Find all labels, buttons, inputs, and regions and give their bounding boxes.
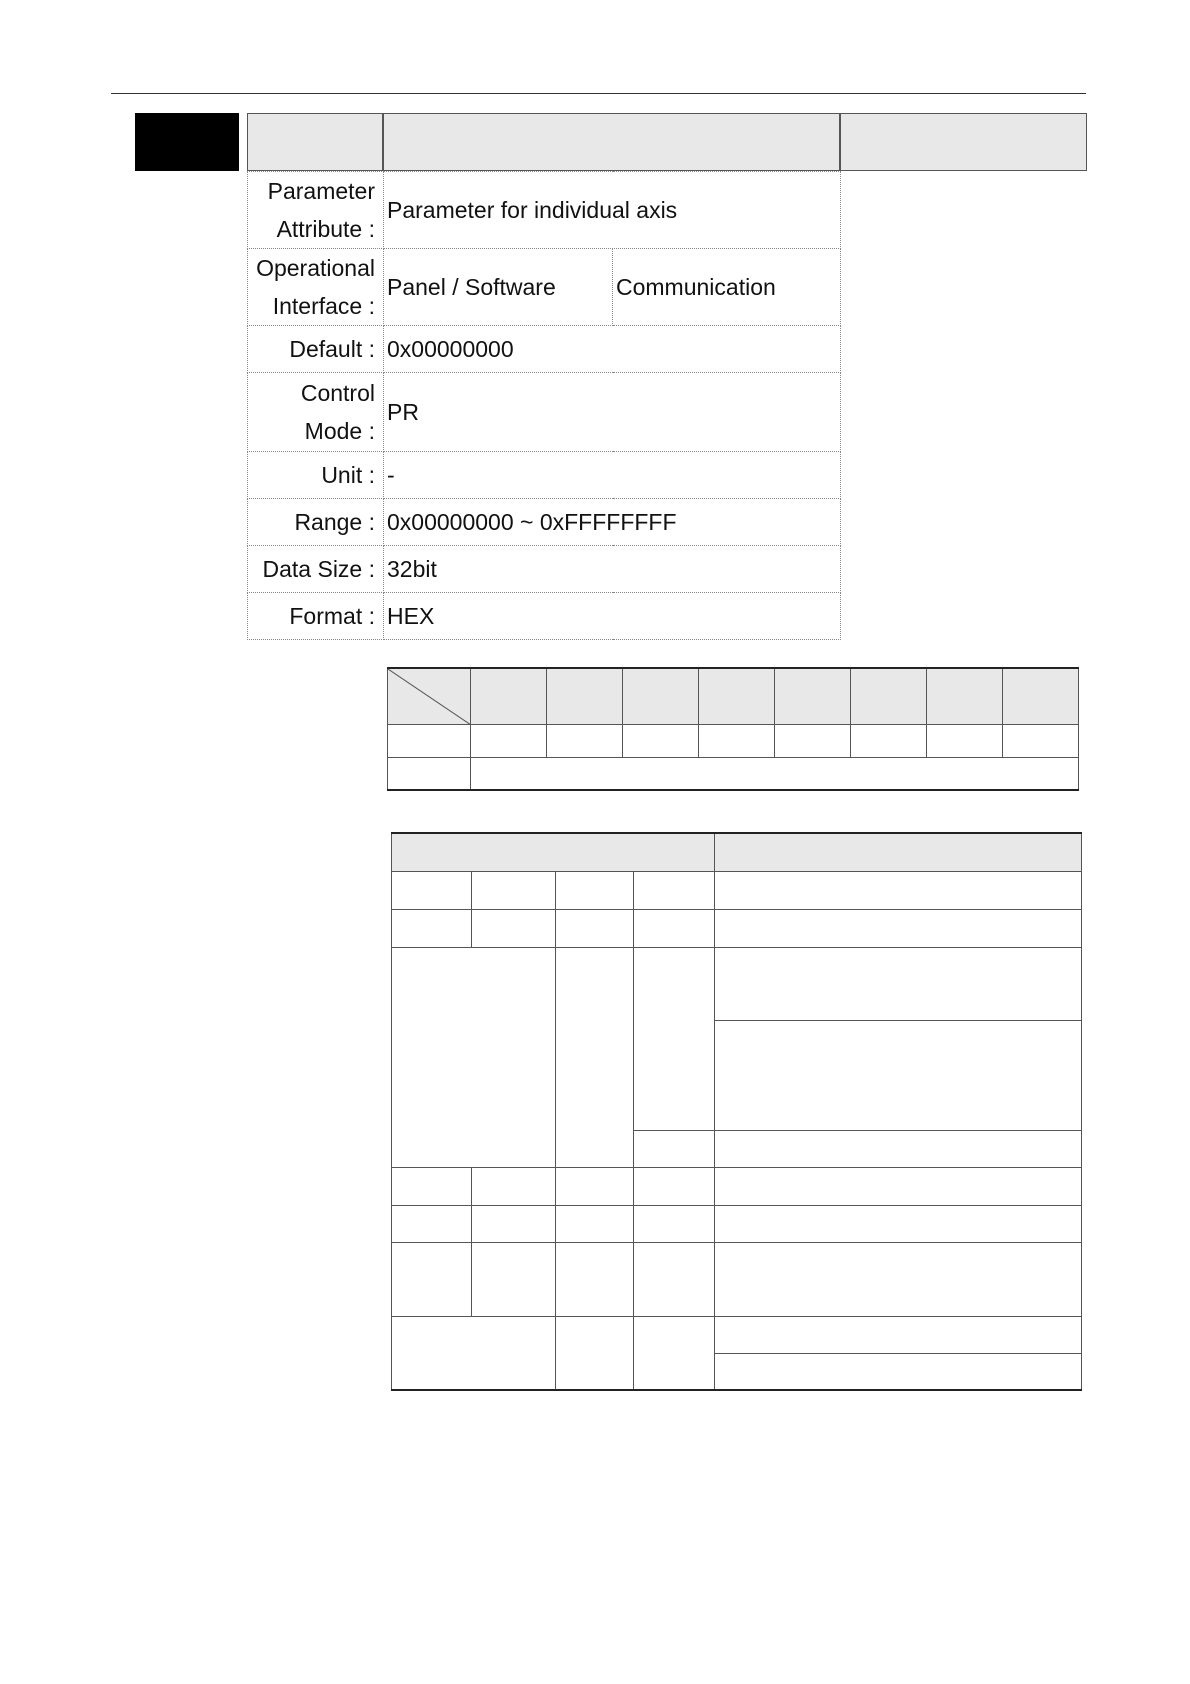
- data-size-value: 32bit: [384, 546, 841, 593]
- desc-cell: [556, 909, 634, 947]
- control-mode-label: Control Mode :: [248, 373, 384, 452]
- bit-header-cell: [927, 668, 1003, 724]
- desc-cell: [472, 1242, 556, 1316]
- desc-cell: [556, 871, 634, 909]
- interface-communication-value: Communication: [613, 249, 841, 326]
- bit-row-label: [388, 757, 471, 790]
- desc-cell: [634, 909, 715, 947]
- unit-label: Unit :: [248, 452, 384, 499]
- desc-cell: [715, 1242, 1082, 1316]
- bit-cell: [471, 724, 547, 757]
- range-label: Range :: [248, 499, 384, 546]
- interface-panel-value: Panel / Software: [384, 249, 613, 326]
- desc-cell: [715, 1130, 1082, 1167]
- bit-header-cell: [699, 668, 775, 724]
- desc-cell: [392, 1167, 472, 1205]
- diagonal-divider: [388, 669, 471, 725]
- desc-cell: [715, 947, 1082, 1020]
- bit-header-corner: [388, 668, 471, 724]
- attribute-value: Parameter for individual axis: [384, 172, 841, 249]
- bit-cell: [547, 724, 623, 757]
- desc-cell: [392, 1242, 472, 1316]
- interface-label: Operational Interface :: [248, 249, 384, 326]
- desc-cell: [392, 909, 472, 947]
- bit-header-cell: [775, 668, 851, 724]
- range-value: 0x00000000 ~ 0xFFFFFFFF: [384, 499, 841, 546]
- attribute-label: Parameter Attribute :: [248, 172, 384, 249]
- desc-cell: [634, 1167, 715, 1205]
- control-mode-value: PR: [384, 373, 841, 452]
- desc-cell: [715, 909, 1082, 947]
- bit-header-cell: [851, 668, 927, 724]
- desc-cell: [715, 1205, 1082, 1242]
- desc-cell: [392, 1205, 472, 1242]
- data-size-label: Data Size :: [248, 546, 384, 593]
- desc-cell: [634, 1130, 715, 1167]
- bit-layout-table: [387, 667, 1079, 791]
- bit-cell: [927, 724, 1003, 757]
- desc-cell: [556, 1167, 634, 1205]
- desc-merged-cell: [392, 947, 556, 1167]
- desc-merged-cell: [556, 947, 634, 1167]
- bit-cell: [623, 724, 699, 757]
- default-value: 0x00000000: [384, 326, 841, 373]
- unit-value: -: [384, 452, 841, 499]
- desc-cell: [715, 871, 1082, 909]
- desc-merged-cell: [392, 1316, 556, 1390]
- format-label: Format :: [248, 593, 384, 640]
- parameter-number-tab: [135, 113, 239, 171]
- bit-header-cell: [1003, 668, 1079, 724]
- desc-cell: [715, 1353, 1082, 1390]
- default-label: Default :: [248, 326, 384, 373]
- desc-cell: [392, 871, 472, 909]
- parameter-attribute-table: [247, 171, 841, 640]
- desc-cell: [715, 1316, 1082, 1353]
- setting-description-table: [391, 832, 1082, 1391]
- bit-header-cell: [623, 668, 699, 724]
- bit-row-label: [388, 724, 471, 757]
- desc-cell: [715, 1167, 1082, 1205]
- desc-cell: [472, 909, 556, 947]
- bit-cell: [699, 724, 775, 757]
- desc-cell: [556, 1205, 634, 1242]
- desc-cell: [634, 871, 715, 909]
- page-top-rule: [111, 93, 1086, 94]
- desc-cell: [634, 1242, 715, 1316]
- desc-merged-cell: [634, 947, 715, 1130]
- bit-cell: [1003, 724, 1079, 757]
- format-value: HEX: [384, 593, 841, 640]
- bit-header-cell: [471, 668, 547, 724]
- bit-range-cell: [471, 757, 1079, 790]
- desc-cell: [715, 1020, 1082, 1130]
- bit-cell: [851, 724, 927, 757]
- parameter-address-header: [840, 113, 1087, 171]
- desc-merged-cell: [556, 1316, 634, 1390]
- bit-header-cell: [547, 668, 623, 724]
- desc-header-right: [715, 833, 1082, 871]
- desc-cell: [556, 1242, 634, 1316]
- parameter-code-header: [247, 113, 383, 171]
- bit-cell: [775, 724, 851, 757]
- desc-merged-cell: [634, 1316, 715, 1390]
- desc-cell: [472, 1205, 556, 1242]
- parameter-name-header: [383, 113, 840, 171]
- desc-cell: [634, 1205, 715, 1242]
- desc-cell: [472, 871, 556, 909]
- desc-header-left: [392, 833, 715, 871]
- desc-cell: [472, 1167, 556, 1205]
